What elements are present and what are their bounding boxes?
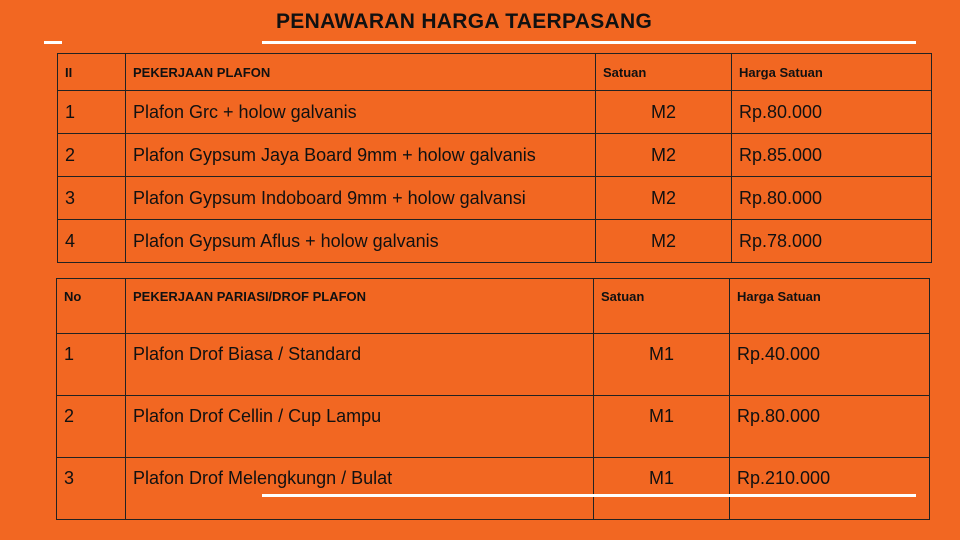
row-work: Plafon Gypsum Aflus + holow galvanis [126,220,596,263]
header-unit: Satuan [594,279,730,334]
table-header-row [57,279,930,334]
row-price: Rp.80.000 [730,396,930,458]
table-row [58,91,932,134]
row-number: 3 [57,458,126,520]
header-unit-price: Harga Satuan [732,54,932,91]
row-unit: M2 [596,91,732,134]
table-row [58,177,932,220]
row-number: 2 [57,396,126,458]
plafon-price-table [57,53,932,263]
footer-rule [262,494,916,497]
row-number: 3 [58,177,126,220]
row-work: Plafon Drof Biasa / Standard [126,334,594,396]
header-number: II [58,54,126,91]
title-rule [262,41,916,44]
header-unit-price: Harga Satuan [730,279,930,334]
drof-plafon-price-table [56,278,930,520]
row-price: Rp.78.000 [732,220,932,263]
row-work: Plafon Gypsum Indoboard 9mm + holow galvansi [126,177,596,220]
title-rule-short [44,41,62,44]
row-work: Plafon Gypsum Jaya Board 9mm + holow galvanis [126,134,596,177]
row-unit: M1 [594,396,730,458]
row-unit: M2 [596,134,732,177]
row-number: 1 [58,91,126,134]
row-unit: M2 [596,220,732,263]
page-title: PENAWARAN HARGA TAERPASANG [276,10,653,33]
row-work: Plafon Drof Cellin / Cup Lampu [126,396,594,458]
header-number: No [57,279,126,334]
row-number: 4 [58,220,126,263]
row-unit: M1 [594,334,730,396]
row-work: Plafon Drof Melengkungn / Bulat [126,458,594,520]
header-unit: Satuan [596,54,732,91]
row-unit: M1 [594,458,730,520]
table-row [57,396,930,458]
table-row [58,220,932,263]
table-header-row [58,54,932,91]
row-number: 2 [58,134,126,177]
row-price: Rp.80.000 [732,91,932,134]
header-work: PEKERJAAN PLAFON [126,54,596,91]
header-work: PEKERJAAN PARIASI/DROF PLAFON [126,279,594,334]
row-price: Rp.40.000 [730,334,930,396]
table-row [57,334,930,396]
row-price: Rp.210.000 [730,458,930,520]
row-number: 1 [57,334,126,396]
table-row [58,134,932,177]
row-price: Rp.80.000 [732,177,932,220]
row-work: Plafon Grc + holow galvanis [126,91,596,134]
row-price: Rp.85.000 [732,134,932,177]
table-row [57,458,930,520]
row-unit: M2 [596,177,732,220]
